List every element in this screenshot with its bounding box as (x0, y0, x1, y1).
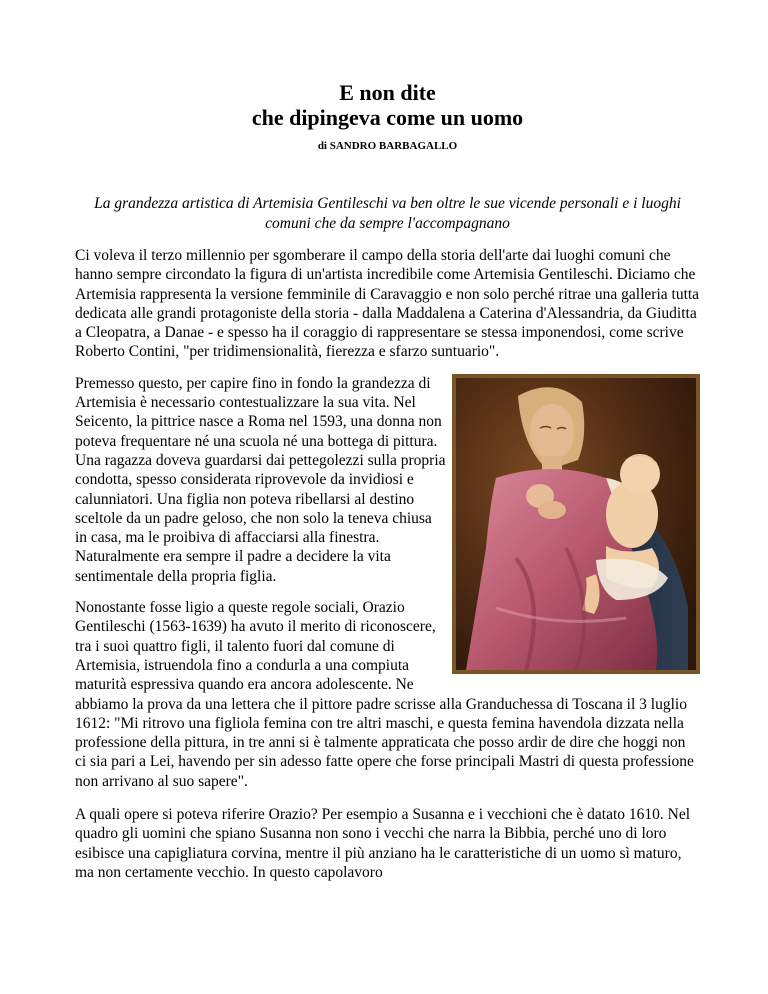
article-subtitle: La grandezza artistica di Artemisia Gentileschi va ben oltre le sue vicende personali e i luoghi comuni che da sempre l'accompagnano (94, 195, 681, 232)
madonna-and-child-painting-icon (456, 378, 696, 670)
article (75, 80, 700, 882)
paragraph-4: A quali opere si poteva riferire Orazio? Per esempio a Susanna e i vecchioni che è datato 1610. Nel quadro gli uomini che spiano Susanna non sono i vecchi che narra la Bibbia, perché uno di loro esibisce una capigliatura corvina, mentre il più anziano ha le caratteristiche di un uomo sì maturo, ma non certamente vecchio. In questo capolavoro (75, 806, 691, 881)
author-byline: di SANDRO BARBAGALLO (317, 140, 458, 152)
title-line-1: E non dite (339, 80, 436, 105)
title-line-2: che dipingeva come un uomo (251, 105, 524, 130)
paragraph-2: Premesso questo, per capire fino in fondo la grandezza di Artemisia è necessario contestualizzare la sua vita. Nel Seicento, la pittrice nasce a Roma nel 1593, una donna non poteva frequentare né una scuola né una bottega di pittura. Una ragazza doveva guardarsi dai pettegolezzi sulla propria condotta, spesso considerata riprovevole da invidiosi e calunniatori. Una figlia non poteva ribellarsi al destino sceltole da un padre geloso, che non solo la teneva chiusa in casa, ma le proibiva di affacciarsi alla finestra. Naturalmente era sempre il padre a decidere la vita sentimentale della propria figlia. (75, 374, 446, 585)
painting-image (452, 374, 700, 674)
paragraph-3: Nonostante fosse ligio a queste regole sociali, Orazio Gentileschi (1563-1639) ha avuto il merito di riconoscere, tra i suoi quattro figli, il talento fuori dal comune di Artemisia, istruendola fino a condurla a una compiuta maturità espressiva quando era ancora adolescente. Ne abbiamo la prova da una lettera che il pittore padre scrisse alla Granduchessa di Toscana il 3 luglio 1612: "Mi ritrovo una figliola femina con tre altri maschi, e questa femina havendola dizzata nella professione della pittura, in tre anni si è talmente appraticata che posso ardir de dire che hoggi non ci sia pari a Lei, havendo per sin adesso fatte opere che forse principali Mastri di questa professione non arrivano al suo sapere". (75, 599, 694, 790)
article-title (75, 80, 700, 130)
paragraph-1: Ci voleva il terzo millennio per sgomberare il campo della storia dell'arte dai luoghi comuni che hanno sempre circondato la figura di un'artista incredibile come Artemisia Gentileschi. Diciamo che Artemisia rappresenta la versione femminile di Caravaggio e non solo perché ritrae una galleria tutta dedicata alle grandi protagoniste della storia - dalla Maddalena a Caterina d'Alessandria, da Giuditta a Cleopatra, a Danae - e spesso ha il coraggio di rappresentare se stessa imponendosi, come scrive Roberto Contini, "per tridimensionalità, fierezza e sfarzo suntuario". (75, 247, 700, 361)
